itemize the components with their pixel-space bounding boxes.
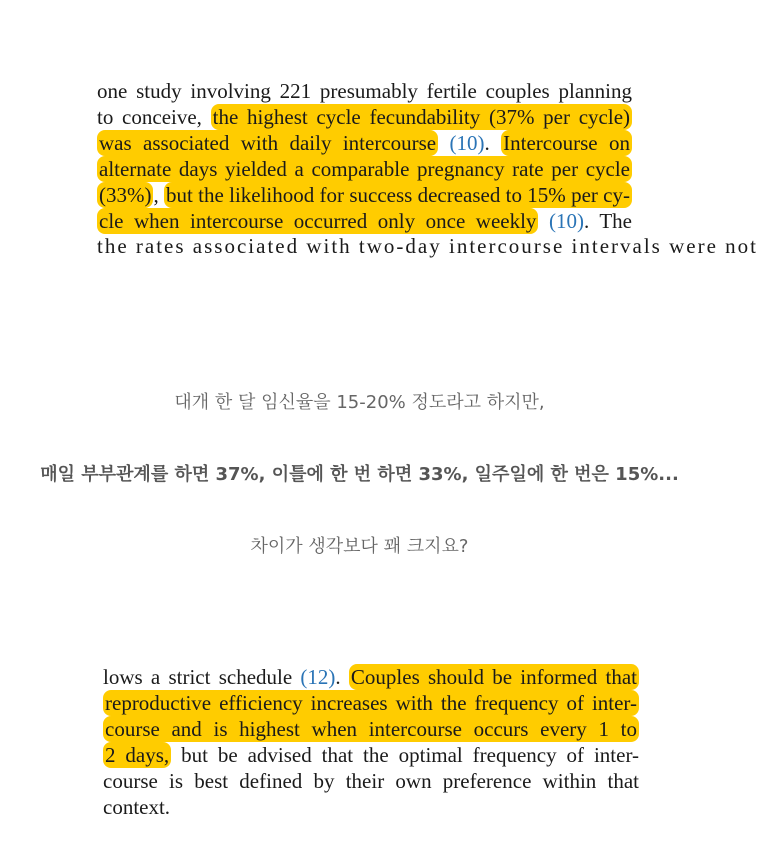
highlighted-text: but the likelihood for success decreased to 15% per cy- bbox=[166, 183, 631, 207]
highlighted-text: the highest cycle fecundability (37% per cycle) bbox=[212, 105, 631, 129]
body-text: . bbox=[335, 665, 349, 689]
body-text: lows a strict schedule bbox=[103, 665, 301, 689]
excerpt-line bbox=[103, 742, 639, 768]
highlighted-text: course and is highest when intercourse occurs every 1 to bbox=[105, 717, 637, 741]
highlighted-text: 2 days, bbox=[105, 743, 170, 767]
cut-line-text: the rates associated with two-day intercourse intervals were not bbox=[97, 234, 758, 258]
highlighted-text: reproductive efficiency increases with the frequency of inter- bbox=[105, 691, 637, 715]
excerpt-line bbox=[103, 794, 639, 820]
body-text: . The bbox=[583, 209, 633, 233]
citation-reference: (12) bbox=[300, 665, 336, 689]
body-text: but be advised that the optimal frequency of inter- bbox=[171, 743, 640, 767]
excerpt-line bbox=[103, 716, 639, 742]
excerpt-line bbox=[103, 664, 639, 690]
body-text bbox=[438, 131, 449, 155]
body-text: , bbox=[153, 183, 165, 207]
excerpt-line bbox=[103, 690, 639, 716]
highlighted-text: alternate days yielded a comparable pregnancy rate per cycle bbox=[99, 157, 630, 181]
highlighted-text: Intercourse on bbox=[503, 131, 630, 155]
highlighted-text: (33%) bbox=[99, 183, 152, 207]
excerpt-line bbox=[97, 156, 632, 182]
citation-reference: (10) bbox=[548, 209, 584, 233]
body-text: course is best defined by their own preference within that bbox=[103, 769, 639, 793]
excerpt-line bbox=[103, 768, 639, 794]
top-article-excerpt bbox=[97, 78, 632, 238]
caption-line-2: 매일 부부관계를 하면 37%, 이틀에 한 번 하면 33%, 일주일에 한 번은 15%... bbox=[40, 464, 679, 485]
caption-line-3: 차이가 생각보다 꽤 크지요? bbox=[250, 536, 469, 557]
bottom-article-excerpt bbox=[103, 664, 639, 820]
caption-line-1: 대개 한 달 임신율을 15-20% 정도라고 하지만, bbox=[174, 392, 545, 413]
highlighted-text: cle when intercourse occurred only once weekly bbox=[99, 209, 537, 233]
highlighted-text: Couples should be informed that bbox=[350, 665, 638, 689]
excerpt-line bbox=[97, 104, 632, 130]
excerpt-line bbox=[97, 130, 632, 156]
body-text: one study involving 221 presumably fertile couples planning bbox=[97, 79, 632, 103]
citation-reference: (10) bbox=[449, 131, 485, 155]
body-text: . bbox=[484, 131, 502, 155]
body-text: context. bbox=[103, 795, 171, 819]
top-excerpt-cut-line bbox=[97, 228, 758, 258]
highlighted-text: was associated with daily intercourse bbox=[99, 131, 437, 155]
excerpt-line bbox=[97, 78, 632, 104]
excerpt-line bbox=[97, 182, 632, 208]
body-text: to conceive, bbox=[97, 105, 211, 129]
